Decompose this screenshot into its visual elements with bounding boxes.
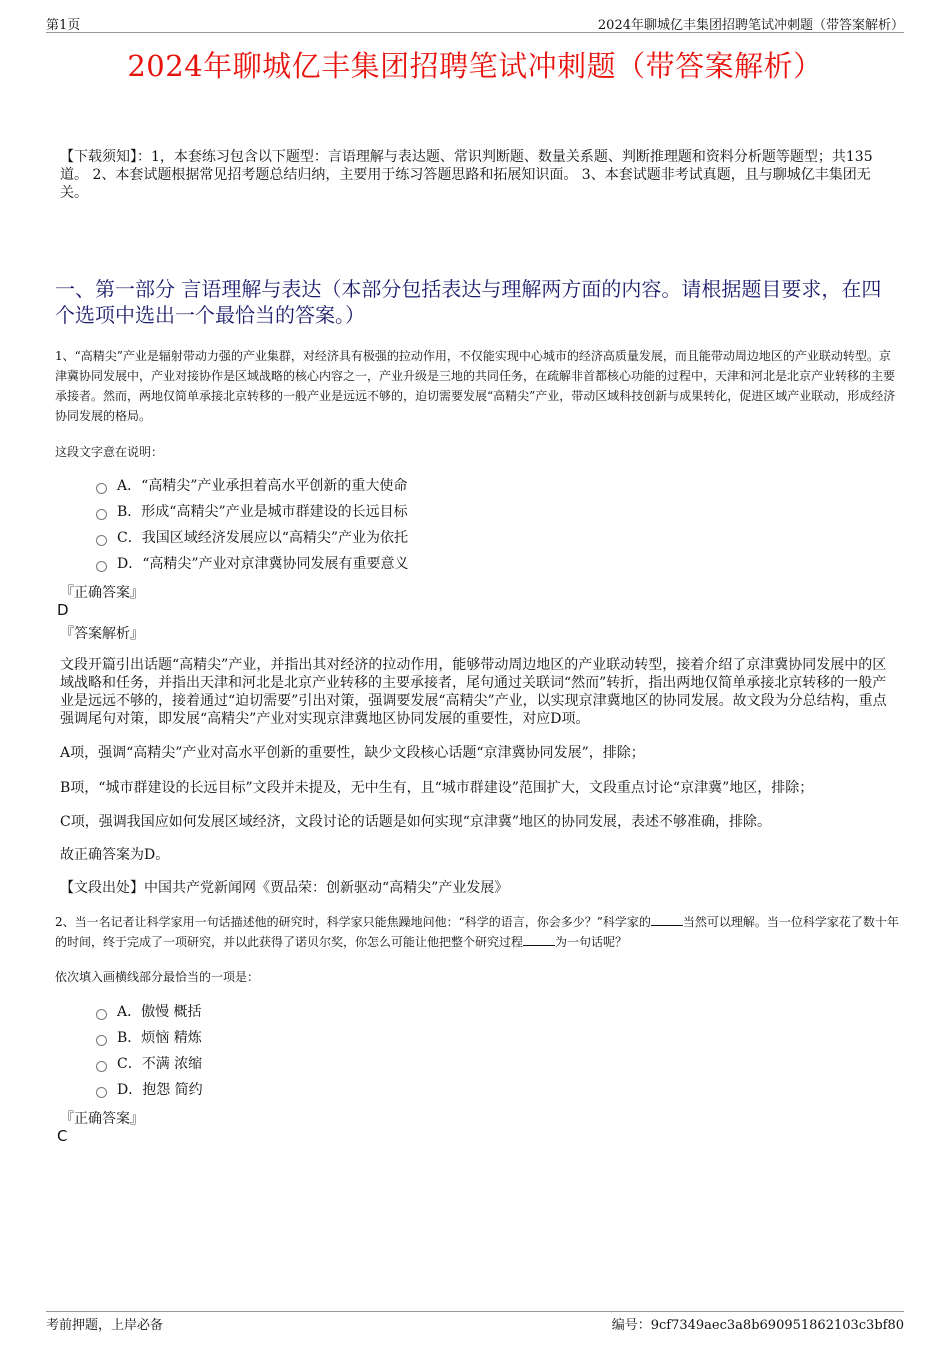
question-2-option-d[interactable] (96, 1080, 203, 1100)
option-label: C．我国区域经济发展应以“高精尖”产业为依托 (117, 530, 409, 546)
question-2-text (55, 912, 900, 952)
radio-icon[interactable] (96, 1009, 107, 1020)
option-label: B．形成“高精尖”产业是城市群建设的长远目标 (117, 504, 408, 520)
header-divider (46, 32, 904, 33)
question-2-option-c[interactable] (96, 1054, 202, 1074)
option-label: B．烦恼 精炼 (117, 1030, 202, 1046)
question-2-answer: C (57, 1127, 68, 1145)
radio-icon[interactable] (96, 535, 107, 546)
question-1-analysis-c: C项，强调我国应如何发展区域经济，文段讨论的话题是如何实现“京津冀”地区的协同发展，表述不够准确，排除。 (60, 814, 772, 830)
footer-divider (46, 1311, 904, 1312)
fill-blank-1 (651, 913, 683, 926)
option-label: A．傲慢 概括 (117, 1004, 202, 1020)
download-notice: 【下载须知】：1，本套练习包含以下题型：言语理解与表达题、常识判断题、数量关系题、判断推理题和资料分析题等题型；共135道。 2、本套试题根据常见招考题总结归纳，主要用于练习答题思路和拓展知识面。 3、本套试题非考试真题，且与聊城亿丰集团无关。 (60, 149, 873, 201)
question-1-analysis-label: 『答案解析』 (60, 626, 144, 642)
option-label: D．“高精尖”产业对京津冀协同发展有重要意义 (117, 556, 409, 572)
running-header-title: 2024年聊城亿丰集团招聘笔试冲刺题（带答案解析） (597, 18, 904, 33)
question-1-analysis-a: A项，强调“高精尖”产业对高水平创新的重要性，缺少文段核心话题“京津冀协同发展”，排除； (60, 745, 645, 761)
section-heading: 一、第一部分 言语理解与表达（本部分包括表达与理解两方面的内容。请根据题目要求，在四个选项中选出一个最恰当的答案。） (55, 277, 882, 327)
document-title: 2024年聊城亿丰集团招聘笔试冲刺题（带答案解析） (127, 49, 823, 83)
question-1-answer-label: 『正确答案』 (60, 585, 144, 601)
question-1-analysis-main: 文段开篇引出话题“高精尖”产业，并指出其对经济的拉动作用，能够带动周边地区的产业联动转型，接着介绍了京津冀协同发展中的区域战略和任务，并指出天津和河北是北京产业转移的主要承接者，尾句通过关联词“然而”转折，指出两地仅简单承接北京转移的一般产业是远远不够的，接着通过“迫切需要”引出对策，强调要发展“高精尖”产业，以实现京津冀地区的协同发展。故文段为分总结构，重点强调尾句对策，即发展“高精尖”产业对实现京津冀地区协同发展的重要性，对应D项。 (60, 657, 887, 727)
question-1-answer: D (57, 601, 69, 619)
option-label: D．抱怨 简约 (117, 1082, 203, 1098)
fill-blank-2 (523, 933, 555, 946)
question-2-answer-label: 『正确答案』 (60, 1111, 144, 1127)
footer-slogan: 考前押题，上岸必备 (46, 1318, 164, 1333)
question-1-option-d[interactable] (96, 554, 409, 574)
question-2-option-b[interactable] (96, 1028, 202, 1048)
question-1-text: 1、“高精尖”产业是辐射带动力强的产业集群，对经济具有极强的拉动作用，不仅能实现中心城市的经济高质量发展，而且能带动周边地区的产业联动转型。京津冀协同发展中，产业对接协作是区域战略的核心内容之一，产业升级是三地的共同任务，在疏解非首都核心功能的过程中，天津和河北是北京产业转移的主要承接者。然而，两地仅简单承接北京转移的一般产业是远远不够的，迫切需要发展“高精尖”产业，带动区域科技创新与成果转化，促进区域产业联动，形成经济协同发展的格局。 (55, 349, 896, 423)
question-1-option-a[interactable] (96, 476, 407, 496)
question-2-text-part1: 2、当一名记者让科学家用一句话描述他的研究时，科学家只能焦躁地问他：“科学的语言，你会多少？”科学家的 (55, 915, 651, 929)
question-1-analysis-b: B项，“城市群建设的长远目标”文段并未提及，无中生有，且“城市群建设”范围扩大，文段重点讨论“京津冀”地区，排除； (60, 780, 814, 796)
document-id: 编号：9cf7349aec3a8b690951862103c3bf80 (611, 1318, 904, 1333)
question-1-option-c[interactable] (96, 528, 408, 548)
option-label: A．“高精尖”产业承担着高水平创新的重大使命 (117, 478, 408, 494)
question-1-option-b[interactable] (96, 502, 408, 522)
question-1-source: 【文段出处】中国共产党新闻网《贾品荣：创新驱动“高精尖”产业发展》 (60, 880, 509, 896)
question-2-option-a[interactable] (96, 1002, 202, 1022)
radio-icon[interactable] (96, 483, 107, 494)
radio-icon[interactable] (96, 509, 107, 520)
question-1-conclusion: 故正确答案为D。 (60, 847, 170, 863)
radio-icon[interactable] (96, 1035, 107, 1046)
question-1-prompt: 这段文字意在说明： (55, 445, 164, 459)
radio-icon[interactable] (96, 561, 107, 572)
question-2-text-part2: 当然可以理解。当一位科学家花了数十年的时间，终于完成了一项研究，并以此获得了诺贝尔奖，你怎么可能让他把整个研究过程 (55, 915, 899, 949)
radio-icon[interactable] (96, 1087, 107, 1098)
option-label: C．不满 浓缩 (117, 1056, 203, 1072)
question-2-text-part3: 为一句话呢？ (555, 935, 628, 949)
page-number: 第1页 (46, 18, 81, 33)
radio-icon[interactable] (96, 1061, 107, 1072)
question-2-prompt: 依次填入画横线部分最恰当的一项是： (55, 970, 260, 984)
